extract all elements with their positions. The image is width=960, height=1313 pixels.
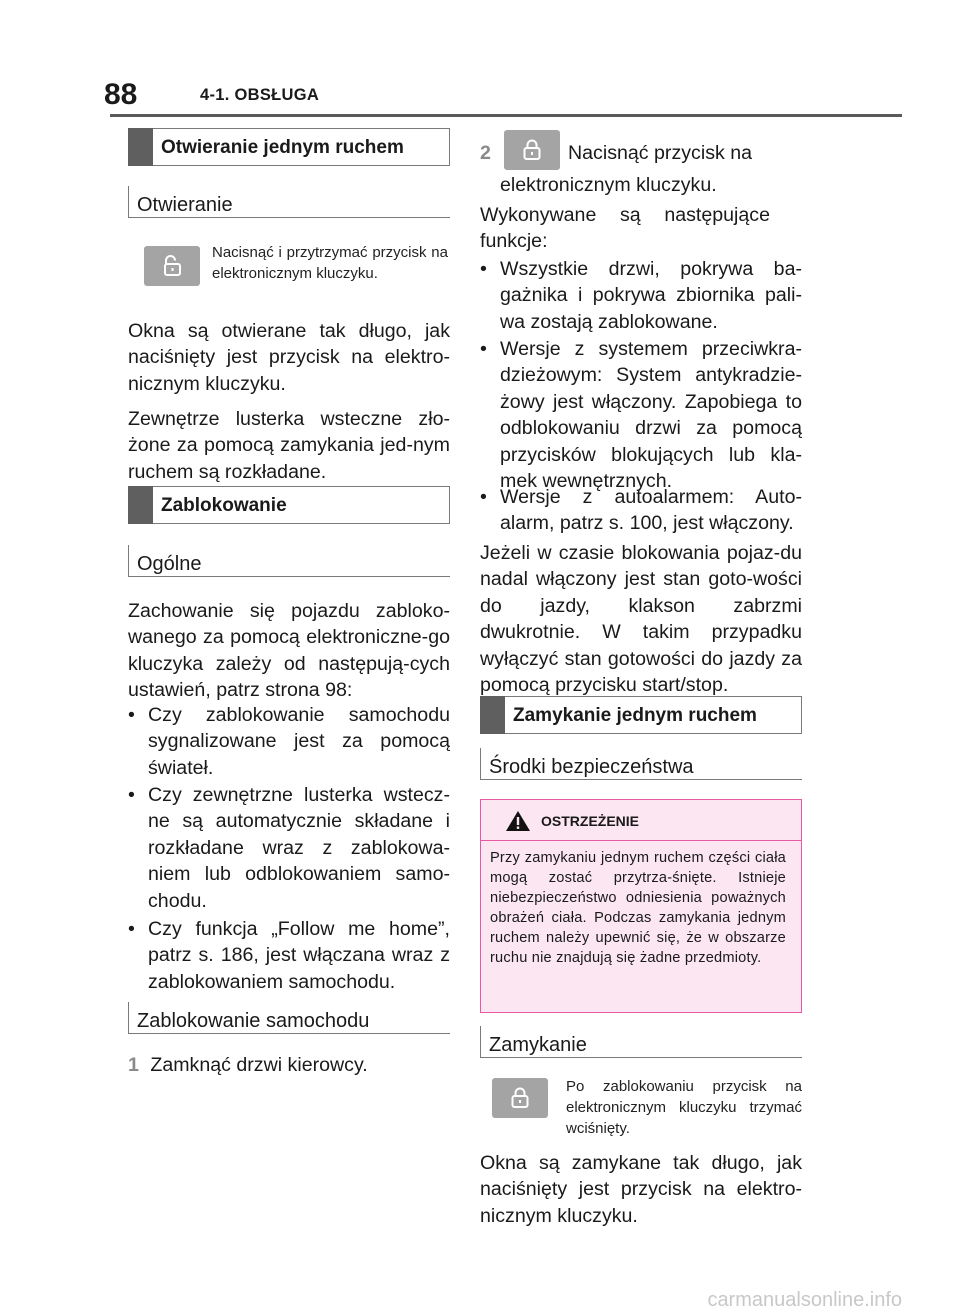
paragraph-horn: Jeżeli w czasie blokowania pojaz-du nadal włączony jest stan goto-wości do jazdy, klakson zabrzmi dwukrotnie. W takim przypadku wyłączyć stan gotowości do jazdy za pomocą przycisku start/stop. (480, 542, 802, 697)
lock-button-image (492, 1078, 548, 1118)
bullet-dot: • (128, 784, 135, 806)
lock-icon (520, 138, 544, 162)
section-title: Zablokowanie (161, 495, 287, 516)
step-number-2 (480, 140, 491, 166)
lock-icon (508, 1086, 532, 1110)
list-item-text: Wersje z systemem przeciwkra-dzieżowym: System antykradzie-żowy jest włączony. Zapobiega to odblokowaniu drzwi za pomocą przycisków blokujących lub kla-mek wewnętrznych. (500, 338, 802, 493)
warning-title: OSTRZEŻENIE (541, 813, 640, 829)
subheading-locking-vehicle (128, 1002, 450, 1034)
step-2-text-line1: Nacisnąć przycisk na (568, 142, 753, 164)
section-bar (128, 486, 153, 524)
paragraph-windows-open: Okna są otwierane tak długo, jak naciśnięty jest przycisk na elektro-nicznym kluczyku. (128, 320, 450, 395)
list-item-text: Czy funkcja „Follow me home”, patrz s. 186, jest włączana wraz z zablokowaniem samochodu. (148, 918, 450, 993)
paragraph-vehicle-behavior: Zachowanie się pojazdu zabloko-wanego za pomocą elektroniczne-go kluczyka zależy od następują-cych ustawień, patrz strona 98: (128, 600, 450, 702)
list-item (128, 916, 450, 995)
warning-box (480, 799, 802, 1013)
section-heading-locking (128, 486, 450, 524)
warning-header (481, 800, 801, 841)
list-item-text: Czy zablokowanie samochodu sygnalizowane jest za pomocą świateł. (148, 704, 450, 779)
subheading-opening (128, 186, 450, 218)
close-button-note: Po zablokowaniu przycisk na elektronicznym kluczyku trzymać wciśnięty. (566, 1078, 802, 1137)
step-number: 2 (480, 142, 491, 164)
list-item (128, 782, 450, 914)
list-item (480, 336, 802, 494)
open-button-note: Nacisnąć i przytrzymać przycisk na elektronicznym kluczyku. (212, 244, 448, 282)
subheading-label: Ogólne (137, 553, 202, 575)
chapter-title: 4-1. OBSŁUGA (200, 86, 320, 104)
bullet-dot: • (480, 258, 487, 280)
list-item-text: Czy zewnętrzne lusterka wstecz-ne są automatycznie składane i rozkładane wraz z zablokowa-niem lub odblokowaniem samo-chodu. (148, 784, 450, 912)
subheading-general (128, 545, 450, 577)
bullet-dot: • (128, 918, 135, 940)
step-2-text-line2: elektronicznym kluczyku. (500, 174, 717, 196)
paragraph-windows-close: Okna są zamykane tak długo, jak naciśnięty jest przycisk na elektro-nicznym kluczyku. (480, 1152, 802, 1227)
list-item (480, 484, 802, 537)
section-title: Zamykanie jednym ruchem (513, 705, 757, 726)
section-bar (480, 696, 505, 734)
page-number: 88 (104, 78, 138, 111)
bullet-dot: • (480, 486, 487, 508)
step-1 (128, 1052, 450, 1078)
section-title: Otwieranie jednym ruchem (161, 137, 404, 158)
paragraph-functions: Wykonywane są następujące funkcje: (480, 204, 770, 253)
header-rule (110, 114, 902, 117)
watermark: carmanualsonline.info (707, 1289, 902, 1311)
step-text: Zamknąć drzwi kierowcy. (150, 1054, 368, 1076)
warning-text: Przy zamykaniu jednym ruchem części ciała mogą zostać przytrza-śnięte. Istnieje niebezpieczeństwo odniesienia poważnych obrażeń ciała. Podczas zamykania jednym ruchem należy upewnić się, że w obszarze ruchu nie znajdują się żadne przedmioty. (490, 850, 786, 966)
section-heading-one-touch-opening (128, 128, 450, 166)
bullet-dot: • (128, 704, 135, 726)
subheading-safety (480, 748, 802, 780)
bullet-dot: • (480, 338, 487, 360)
subheading-closing (480, 1026, 802, 1058)
subheading-label: Zamykanie (489, 1034, 587, 1056)
subheading-label: Środki bezpieczeństwa (489, 756, 694, 778)
section-heading-one-touch-closing (480, 696, 802, 734)
list-item-text: Wersje z autoalarmem: Auto-alarm, patrz s. 100, jest włączony. (500, 486, 802, 535)
section-bar (128, 128, 153, 166)
list-item (480, 256, 802, 335)
list-item-text: Wszystkie drzwi, pokrywa ba-gażnika i pokrywa zbiornika pali-wa zostają zablokowane. (500, 258, 802, 333)
unlock-icon (160, 254, 184, 278)
warning-triangle-icon (505, 810, 531, 832)
unlock-button-image (144, 246, 200, 286)
subheading-label: Zablokowanie samochodu (137, 1010, 370, 1032)
paragraph-mirrors: Zewnętrze lusterka wsteczne zło-żone za pomocą zamykania jed-nym ruchem są rozkładane. (128, 408, 450, 483)
lock-button-image (504, 130, 560, 170)
list-item (128, 702, 450, 781)
step-number: 1 (128, 1054, 139, 1076)
subheading-label: Otwieranie (137, 194, 233, 216)
